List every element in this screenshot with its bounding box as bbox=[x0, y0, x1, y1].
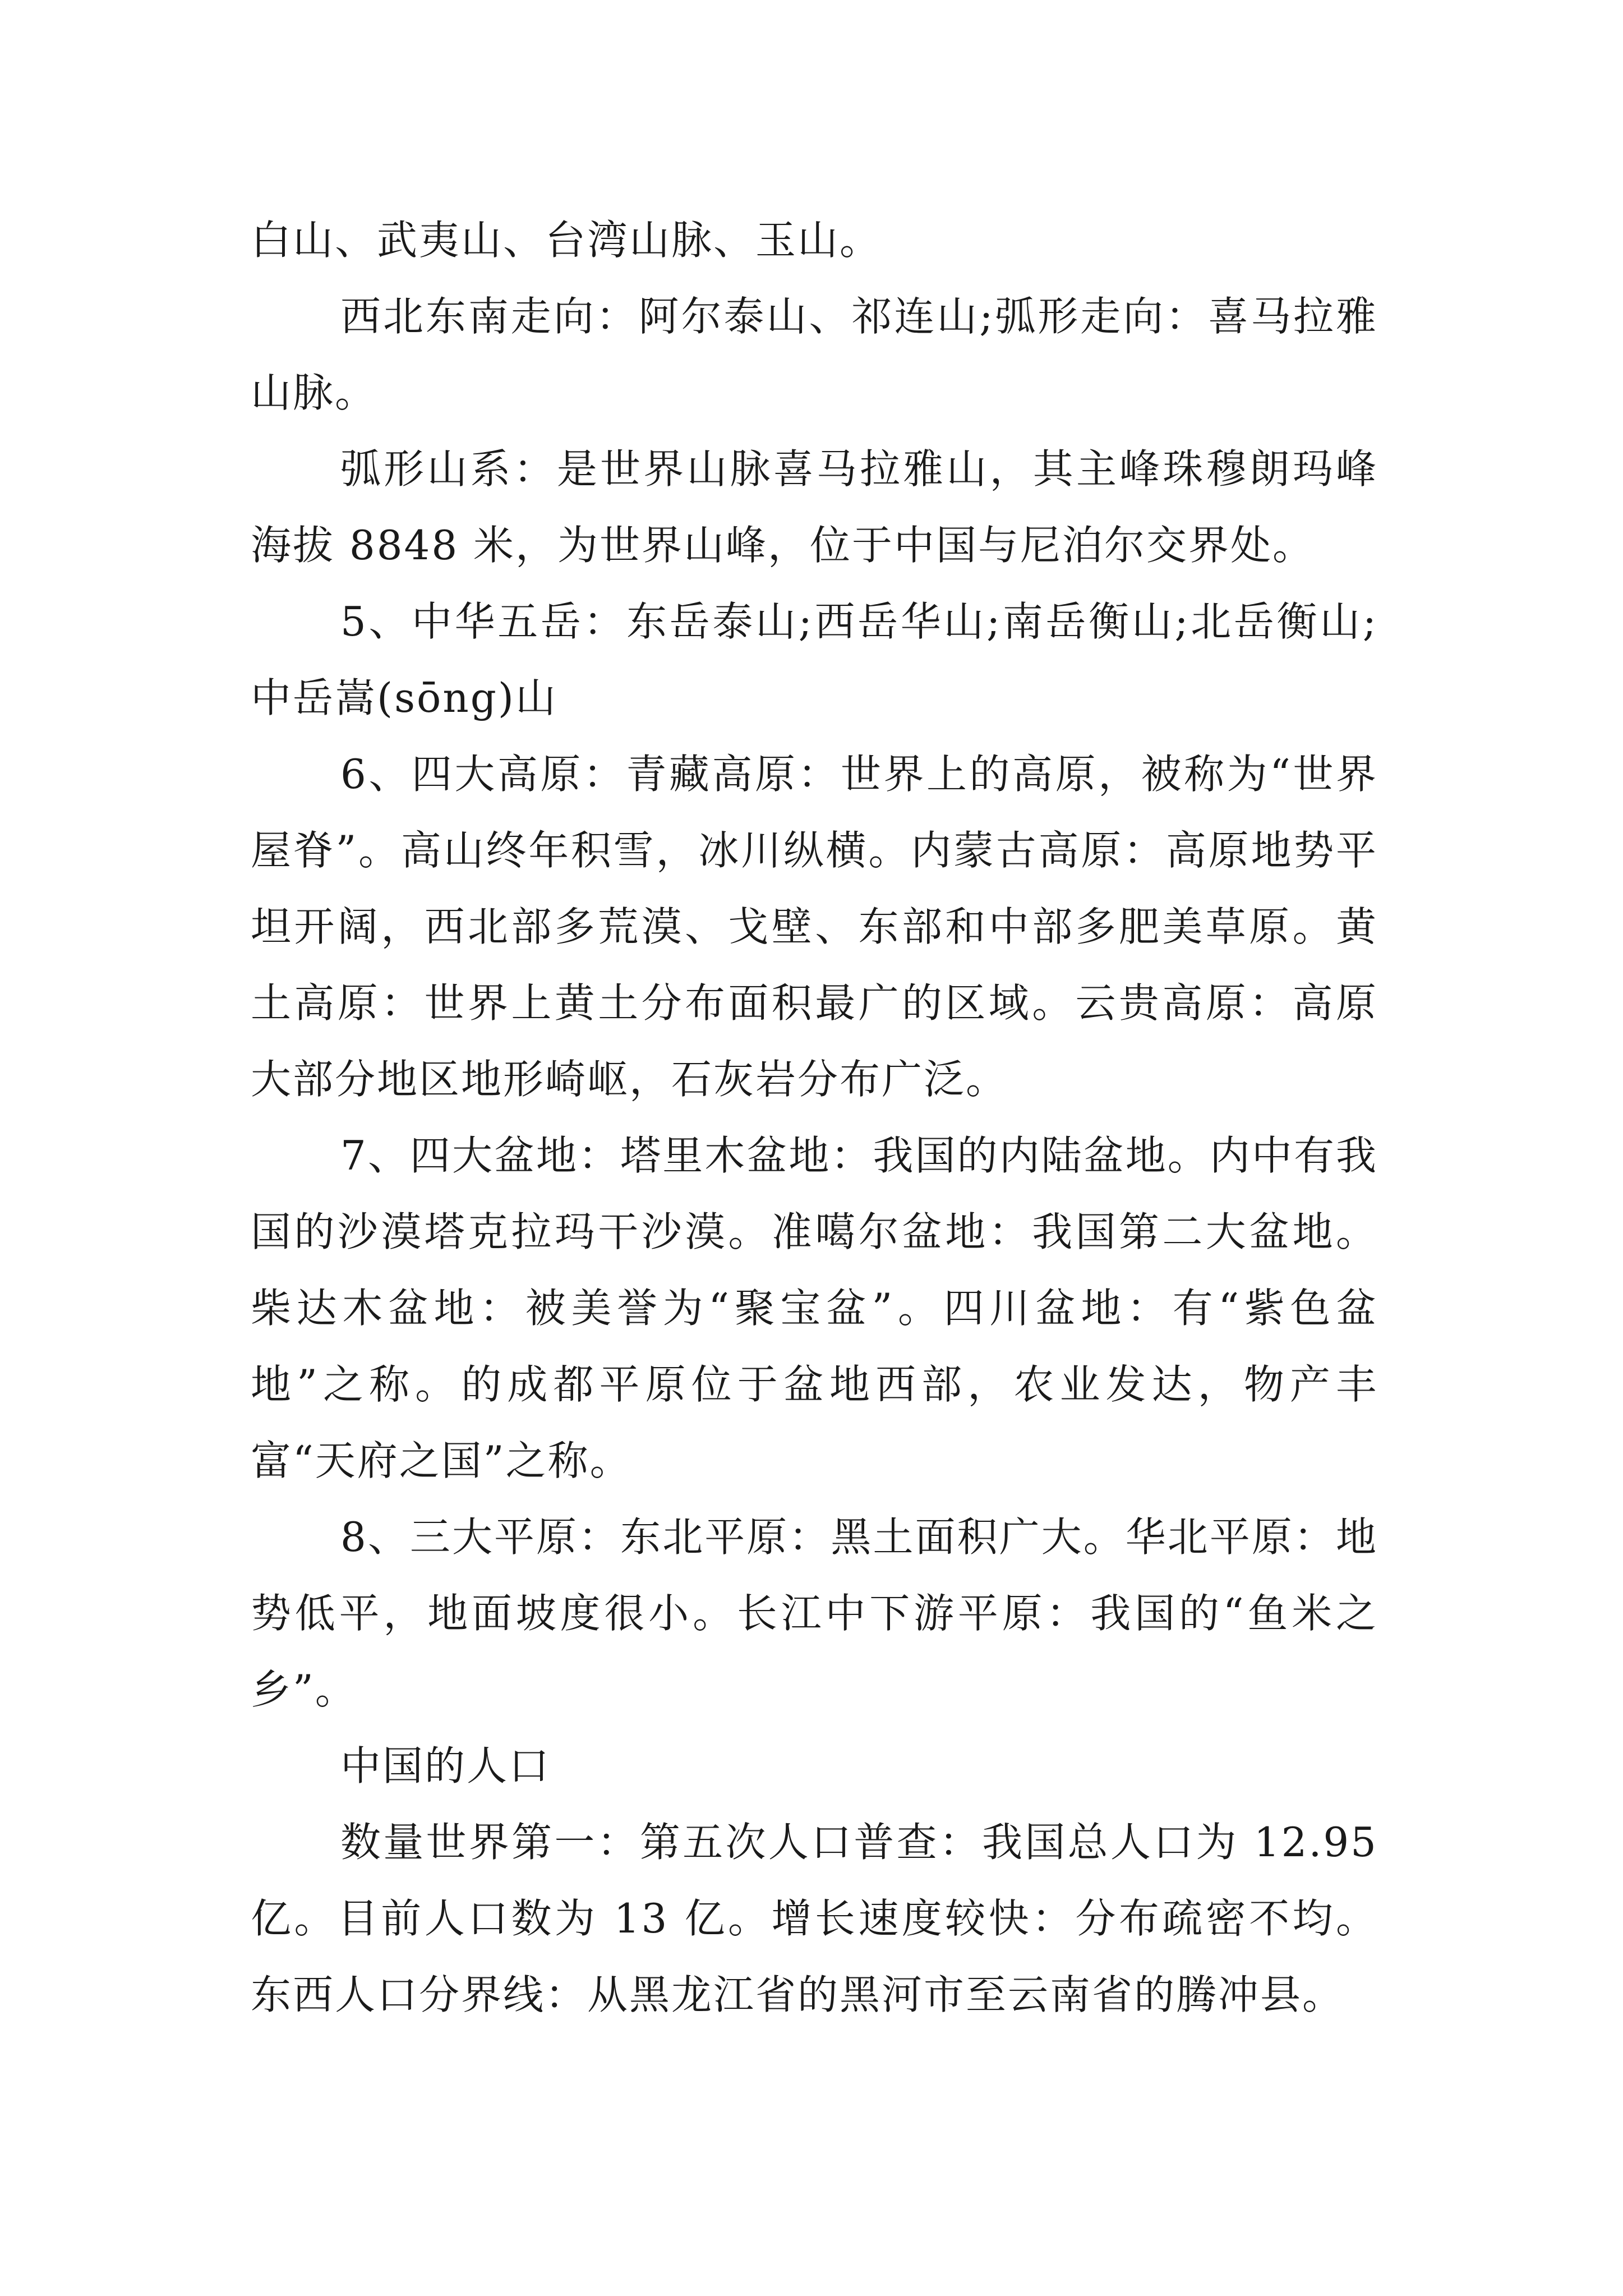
paragraph-population-facts: 数量世界第一：第五次人口普查：我国总人口为 12.95 亿。目前人口数为 13 亿。增长速度较快：分布疏密不均。东西人口分界线：从黑龙江省的黑河市至云南省的腾冲县。 bbox=[251, 1819, 1378, 2018]
paragraph-arc-mountain-system: 弧形山系：是世界山脉喜马拉雅山，其主峰珠穆朗玛峰海拔 8848 米，为世界山峰，位于中国与尼泊尔交界处。 bbox=[251, 445, 1378, 569]
paragraph-four-basins: 7、四大盆地：塔里木盆地：我国的内陆盆地。内中有我国的沙漠塔克拉玛干沙漠。准噶尔盆地：我国第二大盆地。柴达木盆地：被美誉为“聚宝盆”。四川盆地：有“紫色盆地”之称。的成都平原位于盆地西部，农业发达，物产丰富“天府之国”之称。 bbox=[251, 1132, 1378, 1484]
paragraph-four-plateaus: 6、四大高原：青藏高原：世界上的高原，被称为“世界屋脊”。高山终年积雪，冰川纵横。内蒙古高原：高原地势平坦开阔，西北部多荒漠、戈壁、东部和中部多肥美草原。黄土高原：世界上黄土分布面积最广的区域。云贵高原：高原大部分地区地形崎岖，石灰岩分布广泛。 bbox=[251, 751, 1378, 1103]
paragraph-five-great-mountains: 5、中华五岳：东岳泰山;西岳华山;南岳衡山;北岳衡山;中岳嵩(sōng)山 bbox=[251, 598, 1378, 721]
section-heading-population: 中国的人口 bbox=[340, 1742, 551, 1789]
document-body bbox=[251, 202, 1378, 2033]
paragraph-northwest-southeast-ranges: 西北东南走向：阿尔泰山、祁连山;弧形走向：喜马拉雅山脉。 bbox=[251, 293, 1378, 416]
paragraph-mountains-continued: 白山、武夷山、台湾山脉、玉山。 bbox=[251, 217, 882, 264]
paragraph-three-plains: 8、三大平原：东北平原：黑土面积广大。华北平原：地势低平，地面坡度很小。长江中下游平原：我国的“鱼米之乡”。 bbox=[251, 1513, 1378, 1713]
